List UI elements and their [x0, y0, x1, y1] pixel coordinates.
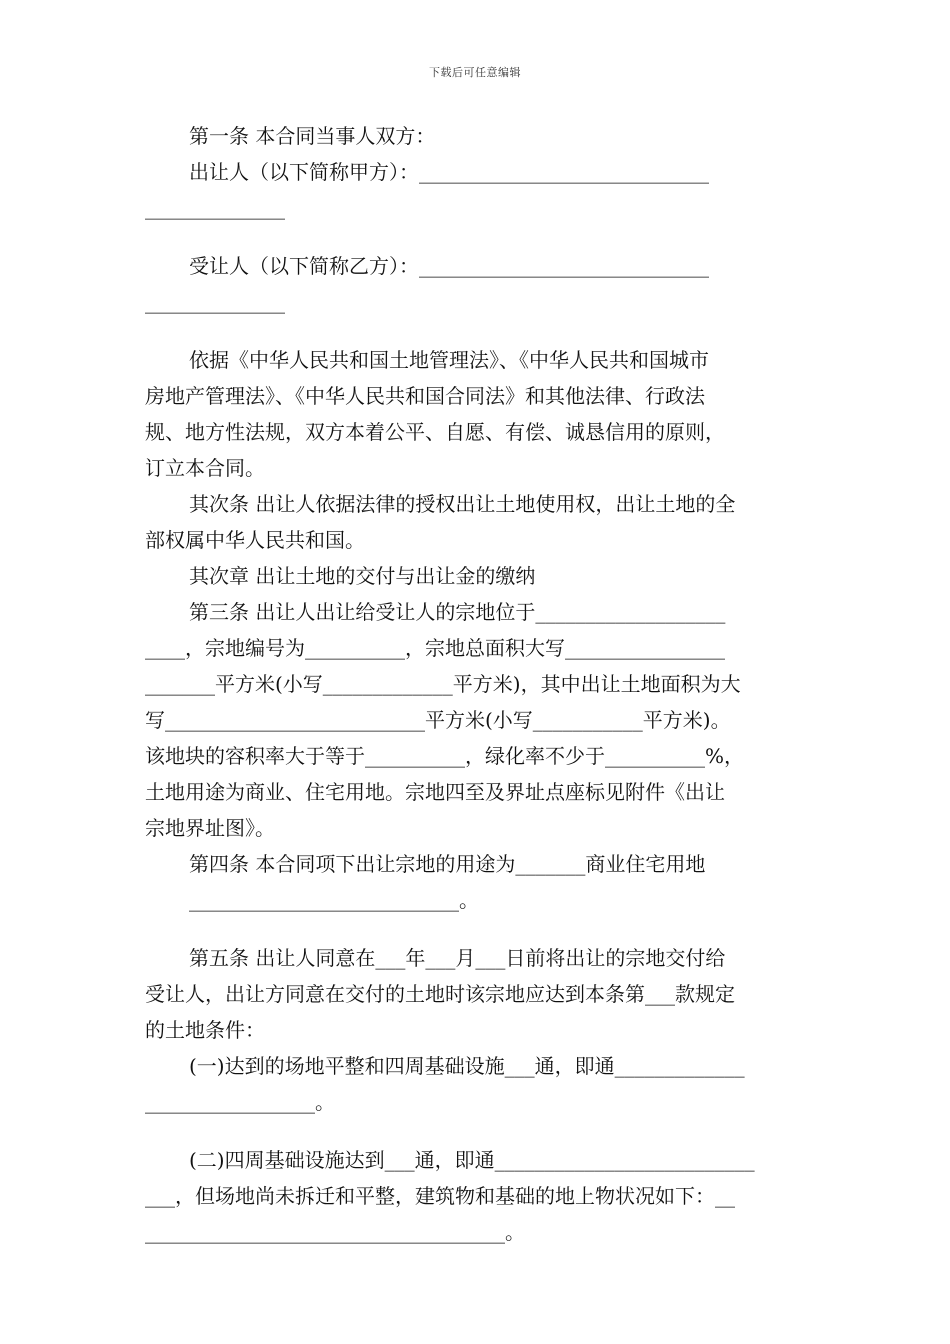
text-line: 受让人，出让方同意在交付的土地时该宗地应达到本条第___款规定 — [145, 982, 735, 1006]
text-line: 该地块的容积率大于等于__________，绿化率不少于__________%， — [145, 744, 745, 768]
text-line: 写__________________________平方米(小写___________平方米)。 — [145, 708, 731, 732]
text-line: 其次条 出让人依据法律的授权出让土地使用权，出让土地的全 — [189, 492, 736, 516]
text-line: 第三条 出让人出让给受让人的宗地位于___________________ — [189, 600, 726, 624]
text-line: 土地用途为商业、住宅用地。宗地四至及界址点座标见附件《出让 — [145, 780, 725, 804]
text-line: ______________ — [145, 196, 285, 220]
text-line: 的土地条件： — [145, 1018, 265, 1042]
text-line: ____，宗地编号为__________，宗地总面积大写________________ — [145, 636, 725, 660]
text-line: 规、地方性法规，双方本着公平、自愿、有偿、诚恳信用的原则， — [145, 420, 725, 444]
text-line: 部权属中华人民共和国。 — [145, 528, 365, 552]
paragraph-gap — [145, 226, 815, 248]
text-line: ___，但场地尚未拆迁和平整，建筑物和基础的地上物状况如下：__ — [145, 1184, 735, 1208]
text-line: (二)四周基础设施达到___通，即通__________________________ — [189, 1148, 755, 1172]
text-line: ______________ — [145, 290, 285, 314]
text-line: 依据《中华人民共和国土地管理法》、《中华人民共和国城市 — [189, 348, 709, 372]
paragraph-gap — [145, 918, 815, 940]
text-line: ___________________________。 — [189, 888, 479, 912]
text-line: 其次章 出让土地的交付与出让金的缴纳 — [189, 564, 536, 588]
text-line: 受让人（以下简称乙方）：_____________________________ — [189, 254, 709, 278]
text-line: 第四条 本合同项下出让宗地的用途为_______商业住宅用地 — [189, 852, 706, 876]
text-line: 第五条 出让人同意在___年___月___日前将出让的宗地交付给 — [189, 946, 726, 970]
contract-body — [145, 118, 815, 1250]
text-line: _________________。 — [145, 1090, 335, 1114]
text-line: 出让人（以下简称甲方）：_____________________________ — [189, 160, 709, 184]
text-line: 宗地界址图》。 — [145, 816, 275, 840]
text-line: ____________________________________。 — [145, 1220, 525, 1244]
text-line: 订立本合同。 — [145, 456, 265, 480]
text-line: 第一条 本合同当事人双方： — [189, 124, 436, 148]
page-header: 下载后可任意编辑 — [429, 66, 521, 79]
text-line: _______平方米(小写_____________平方米)，其中出让土地面积为大 — [145, 672, 741, 696]
text-line: (一)达到的场地平整和四周基础设施___通，即通_____________ — [189, 1054, 745, 1078]
paragraph-gap — [145, 320, 815, 342]
paragraph-gap — [145, 1120, 815, 1142]
text-line: 房地产管理法》、《中华人民共和国合同法》和其他法律、行政法 — [145, 384, 705, 408]
